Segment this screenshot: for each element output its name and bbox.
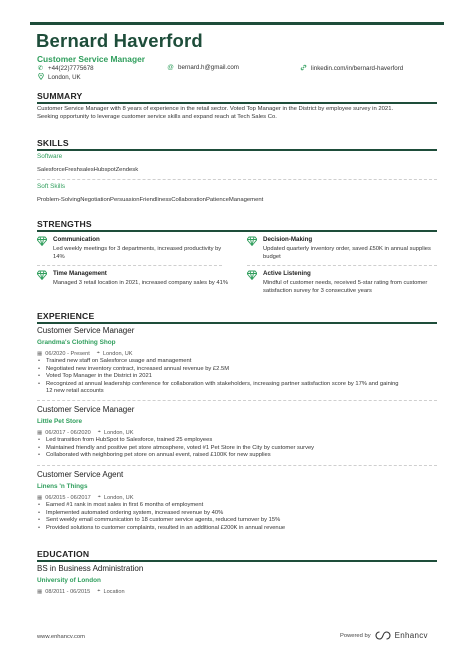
summary-line-1: Customer Service Manager with 8 years of experience in the retail sector. Voted Top Manager in the District by employee survey in 2021. [37, 106, 394, 112]
job-bullet: • Implemented automated ordering system, increased revenue by 40% [37, 510, 437, 518]
job-bullet-continuation: 12 new retail accounts [46, 388, 104, 395]
education-location: Location [103, 588, 125, 595]
skills-group-software-label: Software [37, 153, 63, 160]
education-heading: EDUCATION [37, 549, 90, 559]
phone-text: +44(22)7775678 [48, 64, 94, 72]
diamond-icon [37, 236, 47, 246]
education-divider [37, 560, 437, 562]
strengths-heading: STRENGTHS [37, 219, 92, 229]
linkedin-text[interactable]: linkedin.com/in/bernard-haverford [311, 65, 404, 72]
strengths-dashed-divider-right [247, 265, 437, 266]
strength-desc: Led weekly meetings for 3 departments, increased productivity by 14% [53, 246, 222, 260]
job-bullet: • Collaborated with neighboring pet store on annual event, raised £100K for new supplies [37, 452, 437, 460]
strength-title: Communication [53, 236, 100, 243]
location-pin-icon [37, 73, 44, 82]
job-meta [37, 494, 133, 501]
strength-item [247, 270, 437, 300]
summary-divider [37, 102, 437, 104]
contact-phone [37, 64, 94, 72]
phone-icon: ✆ [37, 65, 44, 72]
experience-divider [37, 322, 437, 324]
contact-linkedin[interactable] [300, 64, 403, 73]
at-icon: @ [167, 64, 174, 71]
summary-heading: SUMMARY [37, 91, 83, 101]
strengths-dashed-divider-left [37, 265, 222, 266]
contact-email[interactable] [167, 64, 239, 71]
job-role: Customer Service Manager [37, 405, 135, 414]
job-role: Customer Service Manager [37, 326, 135, 335]
calendar-icon: ▦ [37, 429, 43, 436]
job-location: London, UK [103, 429, 134, 436]
strength-title: Decision-Making [263, 236, 313, 243]
job-bullets [37, 358, 437, 396]
job-location: London, UK [102, 350, 133, 357]
strength-title: Time Management [53, 270, 107, 277]
top-accent-bar [30, 22, 444, 25]
contact-location [37, 73, 81, 82]
job-role: Customer Service Agent [37, 470, 124, 479]
experience-dashed-divider [37, 465, 437, 466]
skills-group-software-items: SalesforceFreshsalesHubspotZendesk [37, 167, 139, 173]
strength-desc: Mindful of customer needs, received 5-star rating from customer satisfaction survey for 3 consecutive years [263, 280, 428, 294]
job-bullet: • Provided solutions to customer complaints, resulted in an additional £200K in annual revenue [37, 525, 437, 533]
education-degree: BS in Business Administration [37, 564, 144, 573]
job-bullet: • Trained new staff on Salesforce usage and management [37, 358, 437, 366]
summary-line-2: Seeking opportunity to leverage customer service skills and expand reach at Tech Sales Co. [37, 114, 277, 120]
skills-divider [37, 149, 437, 151]
job-bullet: • Recognized at annual leadership conference for collaboration with stakeholders, increasing partner satisfaction score by 17% and gaining [37, 381, 437, 389]
skills-dashed-divider [37, 179, 437, 180]
job-bullets [37, 437, 437, 460]
education-meta [37, 588, 125, 595]
location-pin-icon: ⌖ [97, 494, 101, 500]
education-dates: 08/2011 - 06/2015 [45, 588, 91, 595]
enhancv-logo-icon [375, 631, 391, 640]
calendar-icon: ▦ [37, 494, 43, 501]
strength-item [37, 236, 227, 266]
job-bullet: • Voted Top Manager in the District in 2021 [37, 373, 437, 381]
strength-item [37, 270, 227, 300]
enhancv-brand-text: Enhancv [394, 631, 428, 640]
skills-group-soft-label: Soft Skills [37, 183, 66, 190]
powered-by-label: Powered by [340, 632, 371, 639]
job-dates: 06/2020 - Present [45, 350, 90, 357]
strengths-divider [37, 230, 437, 232]
diamond-icon [247, 270, 257, 280]
job-bullets [37, 502, 437, 532]
experience-heading: EXPERIENCE [37, 311, 95, 321]
linkedin-icon [300, 64, 307, 73]
location-pin-icon: ⌖ [96, 350, 100, 356]
calendar-icon: ▦ [37, 588, 43, 595]
skills-heading: SKILLS [37, 138, 69, 148]
strength-item [247, 236, 437, 266]
job-bullet: • Negotiated new inventory contract, increased annual revenue by £2.5M [37, 366, 437, 374]
location-pin-icon: ⌖ [97, 429, 101, 435]
job-location: London, UK [103, 494, 134, 501]
job-meta [37, 429, 133, 436]
calendar-icon: ▦ [37, 350, 43, 357]
skills-group-soft-items: Problem-SolvingNegotiationPersuasionFriendlinessCollaborationPatienceManagement [37, 197, 264, 203]
job-bullet: • Led transition from HubSpot to Salesforce, trained 25 employees [37, 437, 437, 445]
job-company: Linens 'n Things [37, 483, 88, 490]
education-school: University of London [37, 577, 101, 584]
candidate-name: Bernard Haverford [36, 30, 203, 51]
strength-desc: Updated quarterly inventory order, saved £50K in annual supplies budget [263, 246, 431, 260]
footer-powered-by[interactable] [340, 631, 428, 640]
job-meta [37, 350, 132, 357]
job-dates: 06/2015 - 06/2017 [45, 494, 91, 501]
email-text[interactable]: bernard.h@gmail.com [178, 64, 239, 71]
job-dates: 06/2017 - 06/2020 [45, 429, 91, 436]
location-pin-icon: ⌖ [97, 588, 101, 594]
job-company: Grandma's Clothing Shop [37, 339, 116, 346]
strength-desc: Managed 3 retail location in 2021, increased company sales by 41% [53, 280, 228, 286]
experience-dashed-divider [37, 400, 437, 401]
job-bullet: • Maintained friendly and positive pet store atmosphere, voted #1 Pet Store in the City by customer survey [37, 445, 437, 453]
job-bullet: • Earned #1 rank in most sales in first 6 months of employment [37, 502, 437, 510]
job-company: Little Pet Store [37, 418, 83, 425]
candidate-title: Customer Service Manager [37, 54, 145, 64]
diamond-icon [247, 236, 257, 246]
location-text: London, UK [48, 74, 81, 81]
diamond-icon [37, 270, 47, 280]
strength-title: Active Listening [263, 270, 311, 277]
job-bullet: • Sent weekly email communication to 18 customer service agents, reduced turnover by 15% [37, 517, 437, 525]
footer-site-link[interactable]: www.enhancv.com [37, 634, 85, 640]
